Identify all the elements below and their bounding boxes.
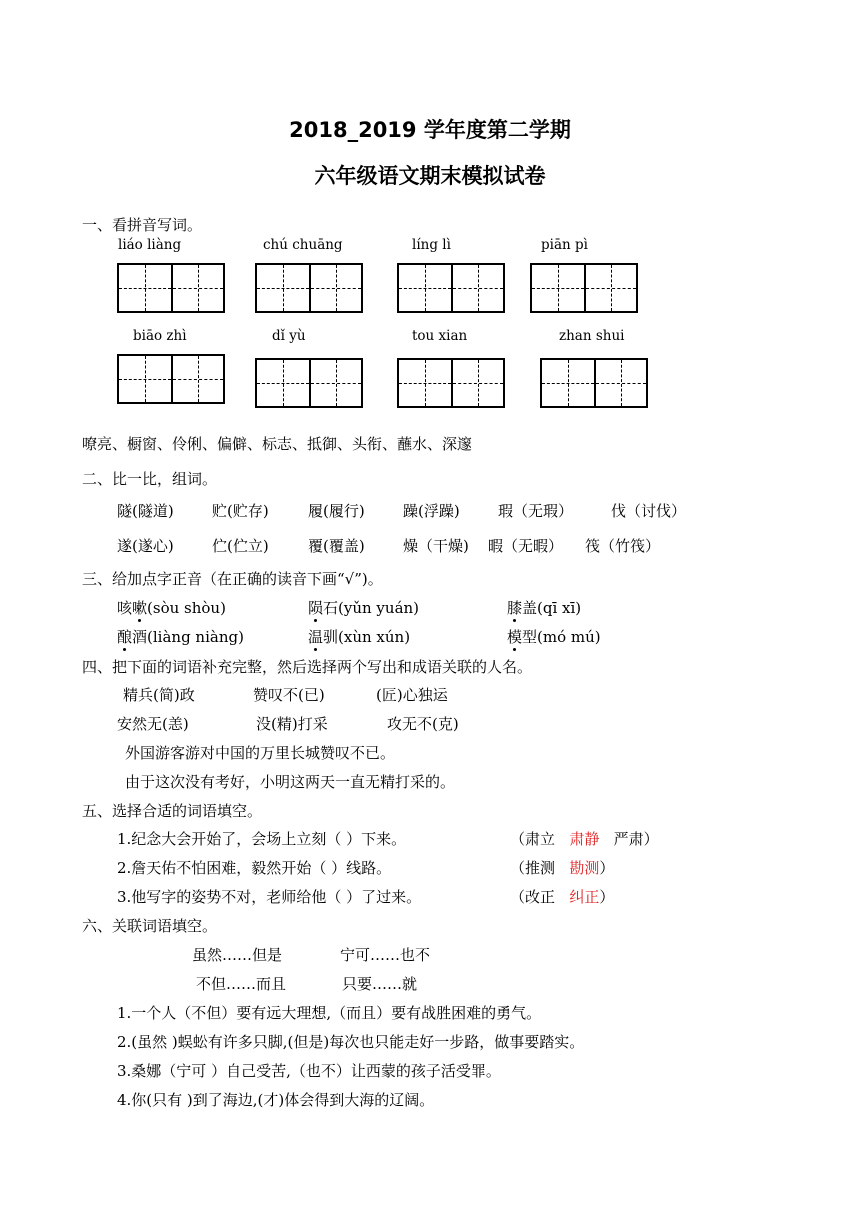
connective-sentence: 4.你(只有 )到了海边,(才)体会得到大海的辽阔。 — [117, 1091, 435, 1109]
writing-grid[interactable] — [530, 263, 638, 313]
word-pair: 伫(伫立) — [212, 537, 269, 555]
section3-heading: 三、给加点字正音（在正确的读音下画“√”)。 — [82, 570, 383, 588]
idiom: 攻无不(克) — [387, 715, 459, 733]
writing-grid[interactable] — [117, 354, 225, 404]
writing-grid[interactable] — [255, 263, 363, 313]
section6-heading: 六、关联词语填空。 — [82, 917, 218, 935]
word-pair: 遂(遂心) — [117, 537, 174, 555]
idiom: 赞叹不(已) — [253, 686, 325, 704]
pinyin: liáo liàng — [118, 237, 182, 253]
pinyin: dǐ yù — [272, 328, 306, 344]
pinyin: biāo zhì — [133, 328, 187, 344]
word-pair: 瑕（无瑕） — [498, 502, 574, 520]
word-pair: 隧(隧道) — [117, 502, 174, 520]
connective-word: 宁可……也不 — [340, 946, 431, 964]
writing-grid[interactable] — [397, 263, 505, 313]
section1-answer: 嘹亮、橱窗、伶俐、偏僻、标志、抵御、头衔、蘸水、深邃 — [82, 435, 473, 453]
connective-sentence: 2.(虽然 )蜈蚣有许多只脚,(但是)每次也只能走好一步路，做事要踏实。 — [117, 1033, 585, 1051]
word-pair: 筏（竹筏） — [585, 537, 661, 555]
choice-options: （改正 纠正） — [510, 888, 615, 906]
word-pair: 履(履行) — [308, 502, 365, 520]
pinyin: tou xian — [412, 328, 468, 344]
pronunciation-item: 陨石(yǔn yuán) — [308, 599, 420, 617]
fill-question: 1.纪念大会开始了，会场上立刻（ ）下来。 — [117, 830, 407, 848]
word-pair: 覆(覆盖) — [308, 537, 365, 555]
sentence: 外国游客游对中国的万里长城赞叹不已。 — [125, 744, 396, 762]
word-pair: 暇（无暇） — [488, 537, 564, 555]
choice-options: （肃立 肃静 严肃） — [510, 830, 659, 848]
fill-question: 3.他写字的姿势不对，老师给他（ ）了过来。 — [117, 888, 422, 906]
section4-heading: 四、把下面的词语补充完整，然后选择两个写出和成语关联的人名。 — [82, 658, 533, 676]
pronunciation-item: 模型(mó mú) — [507, 628, 601, 646]
choice-options: （推测 勘测） — [510, 859, 615, 877]
writing-grid[interactable] — [117, 263, 225, 313]
pinyin: líng lì — [412, 237, 451, 253]
idiom: 安然无(恙) — [117, 715, 189, 733]
fill-question: 2.詹天佑不怕困难，毅然开始（ ）线路。 — [117, 859, 392, 877]
pinyin: zhan shui — [559, 328, 625, 344]
writing-grid[interactable] — [397, 358, 505, 408]
pronunciation-item: 膝盖(qī xī) — [507, 599, 582, 617]
title-line2: 六年级语文期末模拟试卷 — [314, 164, 546, 188]
pinyin: chú chuāng — [263, 237, 343, 253]
pinyin: piān pì — [541, 237, 588, 253]
word-pair: 燥（干燥) — [403, 537, 469, 555]
connective-sentence: 3.桑娜（宁可 ）自己受苦,（也不）让西蒙的孩子活受罪。 — [117, 1062, 501, 1080]
title-line1: 2018_2019 学年度第二学期 — [289, 118, 571, 142]
pronunciation-item: 温驯(xùn xún) — [308, 628, 411, 646]
writing-grid[interactable] — [255, 358, 363, 408]
word-pair: 贮(贮存) — [212, 502, 269, 520]
connective-word: 虽然……但是 — [192, 946, 283, 964]
idiom: 精兵(简)政 — [123, 686, 195, 704]
word-pair: 躁(浮躁) — [403, 502, 460, 520]
idiom: 没(精)打采 — [256, 715, 328, 733]
connective-sentence: 1.一个人（不但）要有远大理想,（而且）要有战胜困难的勇气。 — [117, 1004, 542, 1022]
connective-word: 不但……而且 — [196, 975, 287, 993]
pronunciation-item: 酿酒(liàng niàng) — [117, 628, 244, 646]
writing-grid[interactable] — [540, 358, 648, 408]
pronunciation-item: 咳嗽(sòu shòu) — [117, 599, 226, 617]
idiom: (匠)心独运 — [376, 686, 448, 704]
word-pair: 伐（讨伐） — [611, 502, 687, 520]
section5-heading: 五、选择合适的词语填空。 — [82, 802, 263, 820]
connective-word: 只要……就 — [342, 975, 418, 993]
section2-heading: 二、比一比，组词。 — [82, 470, 218, 488]
section1-heading: 一、看拼音写词。 — [82, 216, 203, 234]
sentence: 由于这次没有考好，小明这两天一直无精打采的。 — [125, 773, 456, 791]
